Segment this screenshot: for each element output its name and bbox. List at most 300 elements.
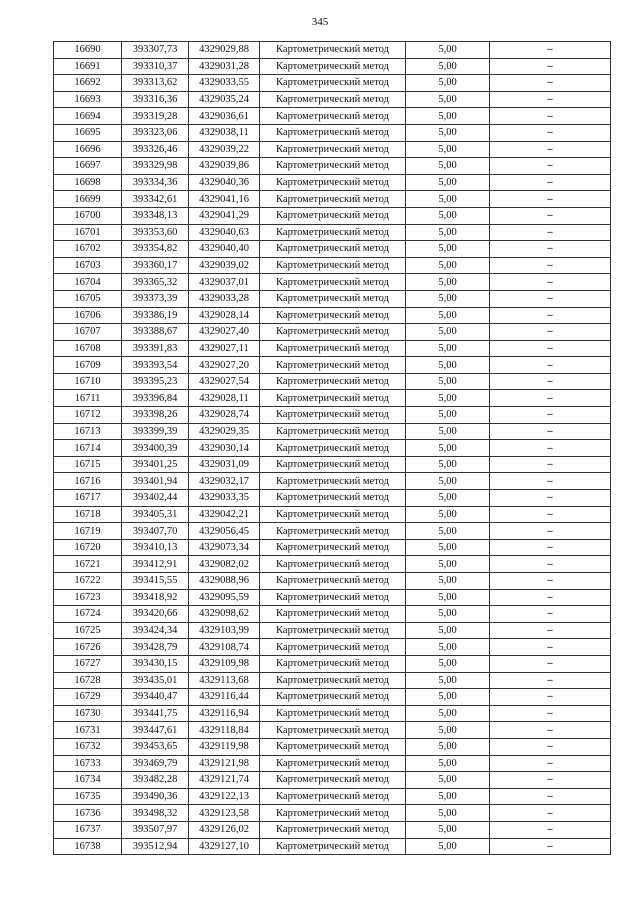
table-row bbox=[54, 738, 611, 755]
y-coordinate-cell: 4329028,74 bbox=[189, 407, 260, 424]
y-coordinate-cell: 4329103,99 bbox=[189, 622, 260, 639]
x-coordinate-cell: 393386,19 bbox=[122, 307, 189, 324]
method-cell: Картометрический метод bbox=[260, 42, 406, 59]
y-coordinate-cell: 4329032,17 bbox=[189, 473, 260, 490]
error-cell: 5,00 bbox=[406, 755, 490, 772]
table-row bbox=[54, 573, 611, 590]
method-cell: Картометрический метод bbox=[260, 340, 406, 357]
point-number-cell: 16711 bbox=[54, 390, 122, 407]
y-coordinate-cell: 4329027,54 bbox=[189, 373, 260, 390]
method-cell: Картометрический метод bbox=[260, 274, 406, 291]
point-number-cell: 16729 bbox=[54, 689, 122, 706]
error-cell: 5,00 bbox=[406, 58, 490, 75]
x-coordinate-cell: 393313,62 bbox=[122, 75, 189, 92]
x-coordinate-cell: 393418,92 bbox=[122, 589, 189, 606]
note-cell: – bbox=[490, 390, 611, 407]
point-number-cell: 16734 bbox=[54, 772, 122, 789]
note-cell: – bbox=[490, 689, 611, 706]
y-coordinate-cell: 4329028,11 bbox=[189, 390, 260, 407]
table-row bbox=[54, 124, 611, 141]
point-number-cell: 16722 bbox=[54, 573, 122, 590]
y-coordinate-cell: 4329056,45 bbox=[189, 523, 260, 540]
point-number-cell: 16733 bbox=[54, 755, 122, 772]
x-coordinate-cell: 393353,60 bbox=[122, 224, 189, 241]
table-row bbox=[54, 838, 611, 855]
y-coordinate-cell: 4329073,34 bbox=[189, 539, 260, 556]
point-number-cell: 16724 bbox=[54, 606, 122, 623]
y-coordinate-cell: 4329122,13 bbox=[189, 788, 260, 805]
method-cell: Картометрический метод bbox=[260, 689, 406, 706]
table-row bbox=[54, 58, 611, 75]
y-coordinate-cell: 4329040,36 bbox=[189, 174, 260, 191]
table-row bbox=[54, 456, 611, 473]
x-coordinate-cell: 393482,28 bbox=[122, 772, 189, 789]
table-row bbox=[54, 340, 611, 357]
note-cell: – bbox=[490, 207, 611, 224]
x-coordinate-cell: 393310,37 bbox=[122, 58, 189, 75]
method-cell: Картометрический метод bbox=[260, 672, 406, 689]
note-cell: – bbox=[490, 639, 611, 656]
error-cell: 5,00 bbox=[406, 207, 490, 224]
method-cell: Картометрический метод bbox=[260, 821, 406, 838]
note-cell: – bbox=[490, 158, 611, 175]
error-cell: 5,00 bbox=[406, 423, 490, 440]
method-cell: Картометрический метод bbox=[260, 490, 406, 507]
method-cell: Картометрический метод bbox=[260, 589, 406, 606]
note-cell: – bbox=[490, 722, 611, 739]
error-cell: 5,00 bbox=[406, 307, 490, 324]
point-number-cell: 16717 bbox=[54, 490, 122, 507]
table-row bbox=[54, 158, 611, 175]
x-coordinate-cell: 393401,25 bbox=[122, 456, 189, 473]
note-cell: – bbox=[490, 655, 611, 672]
table-row bbox=[54, 755, 611, 772]
point-number-cell: 16723 bbox=[54, 589, 122, 606]
x-coordinate-cell: 393430,15 bbox=[122, 655, 189, 672]
method-cell: Картометрический метод bbox=[260, 290, 406, 307]
table-row bbox=[54, 373, 611, 390]
method-cell: Картометрический метод bbox=[260, 738, 406, 755]
note-cell: – bbox=[490, 224, 611, 241]
y-coordinate-cell: 4329098,62 bbox=[189, 606, 260, 623]
table-row bbox=[54, 191, 611, 208]
y-coordinate-cell: 4329108,74 bbox=[189, 639, 260, 656]
x-coordinate-cell: 393399,39 bbox=[122, 423, 189, 440]
method-cell: Картометрический метод bbox=[260, 174, 406, 191]
error-cell: 5,00 bbox=[406, 224, 490, 241]
point-number-cell: 16712 bbox=[54, 407, 122, 424]
y-coordinate-cell: 4329039,02 bbox=[189, 257, 260, 274]
y-coordinate-cell: 4329036,61 bbox=[189, 108, 260, 125]
x-coordinate-cell: 393348,13 bbox=[122, 207, 189, 224]
y-coordinate-cell: 4329116,44 bbox=[189, 689, 260, 706]
x-coordinate-cell: 393440,47 bbox=[122, 689, 189, 706]
point-number-cell: 16720 bbox=[54, 539, 122, 556]
note-cell: – bbox=[490, 539, 611, 556]
y-coordinate-cell: 4329113,68 bbox=[189, 672, 260, 689]
error-cell: 5,00 bbox=[406, 838, 490, 855]
y-coordinate-cell: 4329033,28 bbox=[189, 290, 260, 307]
note-cell: – bbox=[490, 357, 611, 374]
error-cell: 5,00 bbox=[406, 705, 490, 722]
point-number-cell: 16693 bbox=[54, 91, 122, 108]
note-cell: – bbox=[490, 573, 611, 590]
x-coordinate-cell: 393412,91 bbox=[122, 556, 189, 573]
note-cell: – bbox=[490, 672, 611, 689]
x-coordinate-cell: 393316,36 bbox=[122, 91, 189, 108]
x-coordinate-cell: 393329,98 bbox=[122, 158, 189, 175]
method-cell: Картометрический метод bbox=[260, 75, 406, 92]
x-coordinate-cell: 393398,26 bbox=[122, 407, 189, 424]
error-cell: 5,00 bbox=[406, 440, 490, 457]
table-row bbox=[54, 506, 611, 523]
method-cell: Картометрический метод bbox=[260, 124, 406, 141]
table-row bbox=[54, 589, 611, 606]
table-row bbox=[54, 174, 611, 191]
table-row bbox=[54, 91, 611, 108]
method-cell: Картометрический метод bbox=[260, 257, 406, 274]
table-row bbox=[54, 490, 611, 507]
x-coordinate-cell: 393402,44 bbox=[122, 490, 189, 507]
error-cell: 5,00 bbox=[406, 490, 490, 507]
table-row bbox=[54, 324, 611, 341]
y-coordinate-cell: 4329035,24 bbox=[189, 91, 260, 108]
y-coordinate-cell: 4329116,94 bbox=[189, 705, 260, 722]
note-cell: – bbox=[490, 606, 611, 623]
x-coordinate-cell: 393512,94 bbox=[122, 838, 189, 855]
method-cell: Картометрический метод bbox=[260, 573, 406, 590]
y-coordinate-cell: 4329121,74 bbox=[189, 772, 260, 789]
y-coordinate-cell: 4329042,21 bbox=[189, 506, 260, 523]
x-coordinate-cell: 393393,54 bbox=[122, 357, 189, 374]
error-cell: 5,00 bbox=[406, 539, 490, 556]
y-coordinate-cell: 4329031,28 bbox=[189, 58, 260, 75]
note-cell: – bbox=[490, 506, 611, 523]
note-cell: – bbox=[490, 440, 611, 457]
x-coordinate-cell: 393388,67 bbox=[122, 324, 189, 341]
point-number-cell: 16735 bbox=[54, 788, 122, 805]
error-cell: 5,00 bbox=[406, 456, 490, 473]
note-cell: – bbox=[490, 108, 611, 125]
y-coordinate-cell: 4329038,11 bbox=[189, 124, 260, 141]
error-cell: 5,00 bbox=[406, 357, 490, 374]
point-number-cell: 16706 bbox=[54, 307, 122, 324]
table-row bbox=[54, 241, 611, 258]
point-number-cell: 16715 bbox=[54, 456, 122, 473]
method-cell: Картометрический метод bbox=[260, 639, 406, 656]
y-coordinate-cell: 4329033,55 bbox=[189, 75, 260, 92]
method-cell: Картометрический метод bbox=[260, 373, 406, 390]
error-cell: 5,00 bbox=[406, 257, 490, 274]
table-row bbox=[54, 639, 611, 656]
y-coordinate-cell: 4329118,84 bbox=[189, 722, 260, 739]
error-cell: 5,00 bbox=[406, 506, 490, 523]
y-coordinate-cell: 4329028,14 bbox=[189, 307, 260, 324]
method-cell: Картометрический метод bbox=[260, 456, 406, 473]
y-coordinate-cell: 4329030,14 bbox=[189, 440, 260, 457]
x-coordinate-cell: 393405,31 bbox=[122, 506, 189, 523]
point-number-cell: 16737 bbox=[54, 821, 122, 838]
note-cell: – bbox=[490, 622, 611, 639]
y-coordinate-cell: 4329029,88 bbox=[189, 42, 260, 59]
table-row bbox=[54, 622, 611, 639]
note-cell: – bbox=[490, 738, 611, 755]
point-number-cell: 16731 bbox=[54, 722, 122, 739]
table-row bbox=[54, 75, 611, 92]
point-number-cell: 16732 bbox=[54, 738, 122, 755]
note-cell: – bbox=[490, 755, 611, 772]
point-number-cell: 16721 bbox=[54, 556, 122, 573]
point-number-cell: 16692 bbox=[54, 75, 122, 92]
error-cell: 5,00 bbox=[406, 42, 490, 59]
error-cell: 5,00 bbox=[406, 722, 490, 739]
table-row bbox=[54, 257, 611, 274]
y-coordinate-cell: 4329037,01 bbox=[189, 274, 260, 291]
error-cell: 5,00 bbox=[406, 407, 490, 424]
note-cell: – bbox=[490, 324, 611, 341]
error-cell: 5,00 bbox=[406, 191, 490, 208]
note-cell: – bbox=[490, 58, 611, 75]
x-coordinate-cell: 393334,36 bbox=[122, 174, 189, 191]
method-cell: Картометрический метод bbox=[260, 772, 406, 789]
error-cell: 5,00 bbox=[406, 672, 490, 689]
point-number-cell: 16714 bbox=[54, 440, 122, 457]
y-coordinate-cell: 4329082,02 bbox=[189, 556, 260, 573]
table-row bbox=[54, 274, 611, 291]
table-row bbox=[54, 224, 611, 241]
x-coordinate-cell: 393447,61 bbox=[122, 722, 189, 739]
x-coordinate-cell: 393410,13 bbox=[122, 539, 189, 556]
x-coordinate-cell: 393428,79 bbox=[122, 639, 189, 656]
method-cell: Картометрический метод bbox=[260, 357, 406, 374]
note-cell: – bbox=[490, 556, 611, 573]
note-cell: – bbox=[490, 174, 611, 191]
error-cell: 5,00 bbox=[406, 141, 490, 158]
point-number-cell: 16726 bbox=[54, 639, 122, 656]
method-cell: Картометрический метод bbox=[260, 423, 406, 440]
note-cell: – bbox=[490, 456, 611, 473]
table-row bbox=[54, 423, 611, 440]
method-cell: Картометрический метод bbox=[260, 523, 406, 540]
x-coordinate-cell: 393507,97 bbox=[122, 821, 189, 838]
x-coordinate-cell: 393400,39 bbox=[122, 440, 189, 457]
table-row bbox=[54, 290, 611, 307]
table-row bbox=[54, 705, 611, 722]
x-coordinate-cell: 393441,75 bbox=[122, 705, 189, 722]
x-coordinate-cell: 393469,79 bbox=[122, 755, 189, 772]
point-number-cell: 16696 bbox=[54, 141, 122, 158]
method-cell: Картометрический метод bbox=[260, 838, 406, 855]
table-row bbox=[54, 672, 611, 689]
x-coordinate-cell: 393365,32 bbox=[122, 274, 189, 291]
y-coordinate-cell: 4329126,02 bbox=[189, 821, 260, 838]
point-number-cell: 16719 bbox=[54, 523, 122, 540]
x-coordinate-cell: 393395,23 bbox=[122, 373, 189, 390]
error-cell: 5,00 bbox=[406, 788, 490, 805]
point-number-cell: 16691 bbox=[54, 58, 122, 75]
method-cell: Картометрический метод bbox=[260, 91, 406, 108]
y-coordinate-cell: 4329041,29 bbox=[189, 207, 260, 224]
note-cell: – bbox=[490, 241, 611, 258]
method-cell: Картометрический метод bbox=[260, 622, 406, 639]
point-number-cell: 16709 bbox=[54, 357, 122, 374]
y-coordinate-cell: 4329121,98 bbox=[189, 755, 260, 772]
y-coordinate-cell: 4329123,58 bbox=[189, 805, 260, 822]
point-number-cell: 16698 bbox=[54, 174, 122, 191]
table-row bbox=[54, 207, 611, 224]
y-coordinate-cell: 4329027,20 bbox=[189, 357, 260, 374]
method-cell: Картометрический метод bbox=[260, 241, 406, 258]
x-coordinate-cell: 393498,32 bbox=[122, 805, 189, 822]
table-row bbox=[54, 523, 611, 540]
point-number-cell: 16701 bbox=[54, 224, 122, 241]
error-cell: 5,00 bbox=[406, 241, 490, 258]
error-cell: 5,00 bbox=[406, 573, 490, 590]
error-cell: 5,00 bbox=[406, 689, 490, 706]
table-row bbox=[54, 556, 611, 573]
point-number-cell: 16697 bbox=[54, 158, 122, 175]
error-cell: 5,00 bbox=[406, 124, 490, 141]
y-coordinate-cell: 4329127,10 bbox=[189, 838, 260, 855]
point-number-cell: 16708 bbox=[54, 340, 122, 357]
error-cell: 5,00 bbox=[406, 108, 490, 125]
table-row bbox=[54, 307, 611, 324]
y-coordinate-cell: 4329119,98 bbox=[189, 738, 260, 755]
error-cell: 5,00 bbox=[406, 556, 490, 573]
point-number-cell: 16727 bbox=[54, 655, 122, 672]
table-row bbox=[54, 539, 611, 556]
point-number-cell: 16710 bbox=[54, 373, 122, 390]
point-number-cell: 16718 bbox=[54, 506, 122, 523]
note-cell: – bbox=[490, 805, 611, 822]
note-cell: – bbox=[490, 340, 611, 357]
note-cell: – bbox=[490, 257, 611, 274]
error-cell: 5,00 bbox=[406, 738, 490, 755]
point-number-cell: 16703 bbox=[54, 257, 122, 274]
x-coordinate-cell: 393453,65 bbox=[122, 738, 189, 755]
point-number-cell: 16705 bbox=[54, 290, 122, 307]
error-cell: 5,00 bbox=[406, 91, 490, 108]
method-cell: Картометрический метод bbox=[260, 224, 406, 241]
note-cell: – bbox=[490, 91, 611, 108]
x-coordinate-cell: 393407,70 bbox=[122, 523, 189, 540]
note-cell: – bbox=[490, 407, 611, 424]
coordinates-table-body bbox=[54, 42, 611, 855]
note-cell: – bbox=[490, 75, 611, 92]
point-number-cell: 16716 bbox=[54, 473, 122, 490]
y-coordinate-cell: 4329041,16 bbox=[189, 191, 260, 208]
note-cell: – bbox=[490, 705, 611, 722]
y-coordinate-cell: 4329027,40 bbox=[189, 324, 260, 341]
x-coordinate-cell: 393360,17 bbox=[122, 257, 189, 274]
method-cell: Картометрический метод bbox=[260, 58, 406, 75]
y-coordinate-cell: 4329109,98 bbox=[189, 655, 260, 672]
y-coordinate-cell: 4329033,35 bbox=[189, 490, 260, 507]
error-cell: 5,00 bbox=[406, 274, 490, 291]
y-coordinate-cell: 4329031,09 bbox=[189, 456, 260, 473]
error-cell: 5,00 bbox=[406, 772, 490, 789]
table-row bbox=[54, 788, 611, 805]
point-number-cell: 16725 bbox=[54, 622, 122, 639]
x-coordinate-cell: 393342,61 bbox=[122, 191, 189, 208]
table-row bbox=[54, 357, 611, 374]
y-coordinate-cell: 4329095,59 bbox=[189, 589, 260, 606]
y-coordinate-cell: 4329039,86 bbox=[189, 158, 260, 175]
table-row bbox=[54, 473, 611, 490]
method-cell: Картометрический метод bbox=[260, 108, 406, 125]
method-cell: Картометрический метод bbox=[260, 158, 406, 175]
method-cell: Картометрический метод bbox=[260, 473, 406, 490]
method-cell: Картометрический метод bbox=[260, 407, 406, 424]
method-cell: Картометрический метод bbox=[260, 606, 406, 623]
note-cell: – bbox=[490, 772, 611, 789]
error-cell: 5,00 bbox=[406, 606, 490, 623]
x-coordinate-cell: 393490,36 bbox=[122, 788, 189, 805]
y-coordinate-cell: 4329027,11 bbox=[189, 340, 260, 357]
table-row bbox=[54, 407, 611, 424]
point-number-cell: 16695 bbox=[54, 124, 122, 141]
note-cell: – bbox=[490, 373, 611, 390]
note-cell: – bbox=[490, 191, 611, 208]
x-coordinate-cell: 393396,84 bbox=[122, 390, 189, 407]
note-cell: – bbox=[490, 423, 611, 440]
y-coordinate-cell: 4329040,63 bbox=[189, 224, 260, 241]
x-coordinate-cell: 393401,94 bbox=[122, 473, 189, 490]
x-coordinate-cell: 393373,39 bbox=[122, 290, 189, 307]
point-number-cell: 16736 bbox=[54, 805, 122, 822]
table-row bbox=[54, 390, 611, 407]
error-cell: 5,00 bbox=[406, 158, 490, 175]
error-cell: 5,00 bbox=[406, 523, 490, 540]
point-number-cell: 16713 bbox=[54, 423, 122, 440]
x-coordinate-cell: 393323,06 bbox=[122, 124, 189, 141]
method-cell: Картометрический метод bbox=[260, 556, 406, 573]
x-coordinate-cell: 393307,73 bbox=[122, 42, 189, 59]
x-coordinate-cell: 393424,34 bbox=[122, 622, 189, 639]
y-coordinate-cell: 4329040,40 bbox=[189, 241, 260, 258]
method-cell: Картометрический метод bbox=[260, 655, 406, 672]
note-cell: – bbox=[490, 307, 611, 324]
method-cell: Картометрический метод bbox=[260, 788, 406, 805]
table-row bbox=[54, 772, 611, 789]
x-coordinate-cell: 393326,46 bbox=[122, 141, 189, 158]
error-cell: 5,00 bbox=[406, 821, 490, 838]
table-row bbox=[54, 722, 611, 739]
note-cell: – bbox=[490, 42, 611, 59]
error-cell: 5,00 bbox=[406, 324, 490, 341]
error-cell: 5,00 bbox=[406, 473, 490, 490]
page-number: 345 bbox=[311, 16, 329, 28]
y-coordinate-cell: 4329029,35 bbox=[189, 423, 260, 440]
point-number-cell: 16728 bbox=[54, 672, 122, 689]
note-cell: – bbox=[490, 788, 611, 805]
table-row bbox=[54, 42, 611, 59]
method-cell: Картометрический метод bbox=[260, 390, 406, 407]
method-cell: Картометрический метод bbox=[260, 722, 406, 739]
point-number-cell: 16702 bbox=[54, 241, 122, 258]
error-cell: 5,00 bbox=[406, 655, 490, 672]
x-coordinate-cell: 393420,66 bbox=[122, 606, 189, 623]
method-cell: Картометрический метод bbox=[260, 324, 406, 341]
method-cell: Картометрический метод bbox=[260, 755, 406, 772]
error-cell: 5,00 bbox=[406, 805, 490, 822]
table-row bbox=[54, 821, 611, 838]
note-cell: – bbox=[490, 141, 611, 158]
table-row bbox=[54, 689, 611, 706]
method-cell: Картометрический метод bbox=[260, 539, 406, 556]
note-cell: – bbox=[490, 124, 611, 141]
note-cell: – bbox=[490, 290, 611, 307]
